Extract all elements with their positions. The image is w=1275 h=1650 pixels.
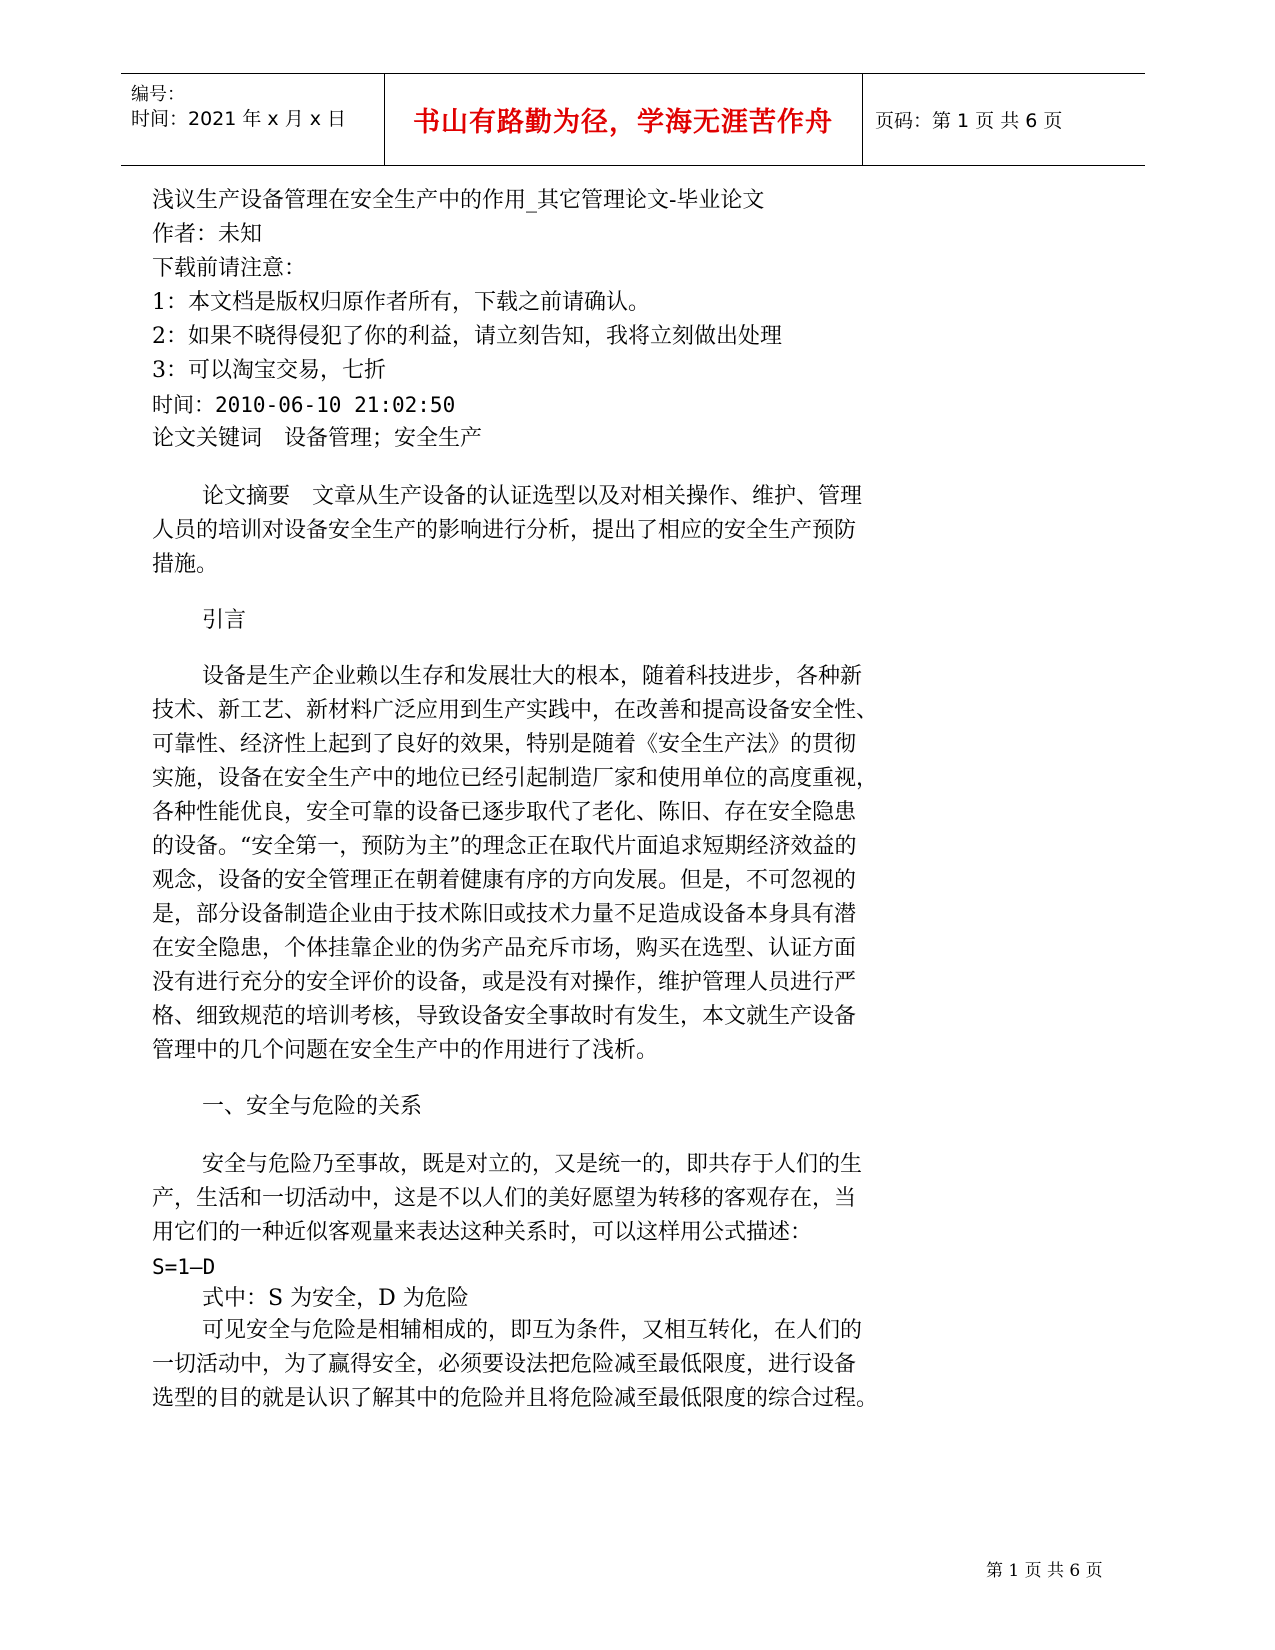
intro-line: 设备是生产企业赖以生存和发展壮大的根本，随着科技进步，各种新 bbox=[202, 664, 863, 689]
intro-line: 实施，设备在安全生产中的地位已经引起制造厂家和使用单位的高度重视， bbox=[152, 766, 879, 791]
intro-line: 各种性能优良，安全可靠的设备已逐步取代了老化、陈旧、存在安全隐患 bbox=[152, 800, 857, 825]
section1-line: 安全与危险乃至事故，既是对立的，又是统一的，即共存于人们的生 bbox=[202, 1152, 863, 1177]
intro-line: 的设备。“安全第一，预防为主”的理念正在取代片面追求短期经济效益的 bbox=[152, 834, 857, 859]
download-notice: 下载前请注意： bbox=[152, 256, 307, 281]
abstract-line: 措施。 bbox=[152, 552, 219, 577]
header-page-number: 页码：第 1 页 共 6 页 bbox=[875, 110, 1063, 132]
notice-item-3: 3：可以淘宝交易，七折 bbox=[152, 358, 386, 383]
section1-line: 用它们的一种近似客观量来表达这种关系时，可以这样用公式描述： bbox=[152, 1220, 813, 1245]
intro-line: 是，部分设备制造企业由于技术陈旧或技术力量不足造成设备本身具有潜 bbox=[152, 902, 857, 927]
header-left-cell bbox=[121, 74, 385, 165]
header-motto-cell bbox=[384, 74, 863, 165]
section1-line: 可见安全与危险是相辅相成的，即互为条件，又相互转化，在人们的 bbox=[202, 1318, 863, 1343]
intro-line: 格、细致规范的培训考核，导致设备安全事故时有发生，本文就生产设备 bbox=[152, 1004, 857, 1029]
section1-line: 一切活动中，为了赢得安全，必须要设法把危险减至最低限度，进行设备 bbox=[152, 1352, 857, 1377]
document-number-label: 编号： bbox=[131, 84, 185, 105]
article-title: 浅议生产设备管理在安全生产中的作用_其它管理论文-毕业论文 bbox=[152, 188, 765, 213]
formula-note: 式中：S 为安全，D 为危险 bbox=[202, 1286, 469, 1311]
intro-line: 没有进行充分的安全评价的设备，或是没有对操作，维护管理人员进行严 bbox=[152, 970, 857, 995]
intro-heading: 引言 bbox=[202, 608, 247, 633]
formula: S=1—D bbox=[152, 1255, 216, 1279]
notice-item-1: 1：本文档是版权归原作者所有，下载之前请确认。 bbox=[152, 290, 650, 315]
section1-line: 产，生活和一切活动中，这是不以人们的美好愿望为转移的客观存在，当 bbox=[152, 1186, 857, 1211]
page-footer: 第 1 页 共 6 页 bbox=[986, 1561, 1103, 1581]
document-header bbox=[121, 73, 1145, 166]
intro-line: 管理中的几个问题在安全生产中的作用进行了浅析。 bbox=[152, 1038, 659, 1063]
notice-item-2: 2：如果不晓得侵犯了你的利益，请立刻告知，我将立刻做出处理 bbox=[152, 324, 782, 349]
intro-line: 可靠性、经济性上起到了良好的效果，特别是随着《安全生产法》的贯彻 bbox=[152, 732, 857, 757]
article-time: 时间：2010-06-10 21:02:50 bbox=[152, 393, 456, 417]
abstract-line: 论文摘要 文章从生产设备的认证选型以及对相关操作、维护、管理 bbox=[202, 484, 863, 509]
section1-line: 选型的目的就是认识了解其中的危险并且将危险减至最低限度的综合过程。 bbox=[152, 1386, 879, 1411]
document-time-label: 时间：2021 年 x 月 x 日 bbox=[131, 108, 347, 130]
intro-line: 观念，设备的安全管理正在朝着健康有序的方向发展。但是，不可忽视的 bbox=[152, 868, 857, 893]
article-author: 作者：未知 bbox=[152, 222, 263, 247]
header-motto: 书山有路勤为径，学海无涯苦作舟 bbox=[413, 107, 833, 138]
abstract-line: 人员的培训对设备安全生产的影响进行分析，提出了相应的安全生产预防 bbox=[152, 518, 857, 543]
header-page-cell bbox=[863, 74, 1145, 165]
section1-heading: 一、安全与危险的关系 bbox=[202, 1094, 423, 1119]
intro-line: 在安全隐患，个体挂靠企业的伪劣产品充斥市场，购买在选型、认证方面 bbox=[152, 936, 857, 961]
article-keywords: 论文关键词 设备管理；安全生产 bbox=[152, 426, 483, 451]
intro-line: 技术、新工艺、新材料广泛应用到生产实践中，在改善和提高设备安全性、 bbox=[152, 698, 879, 723]
